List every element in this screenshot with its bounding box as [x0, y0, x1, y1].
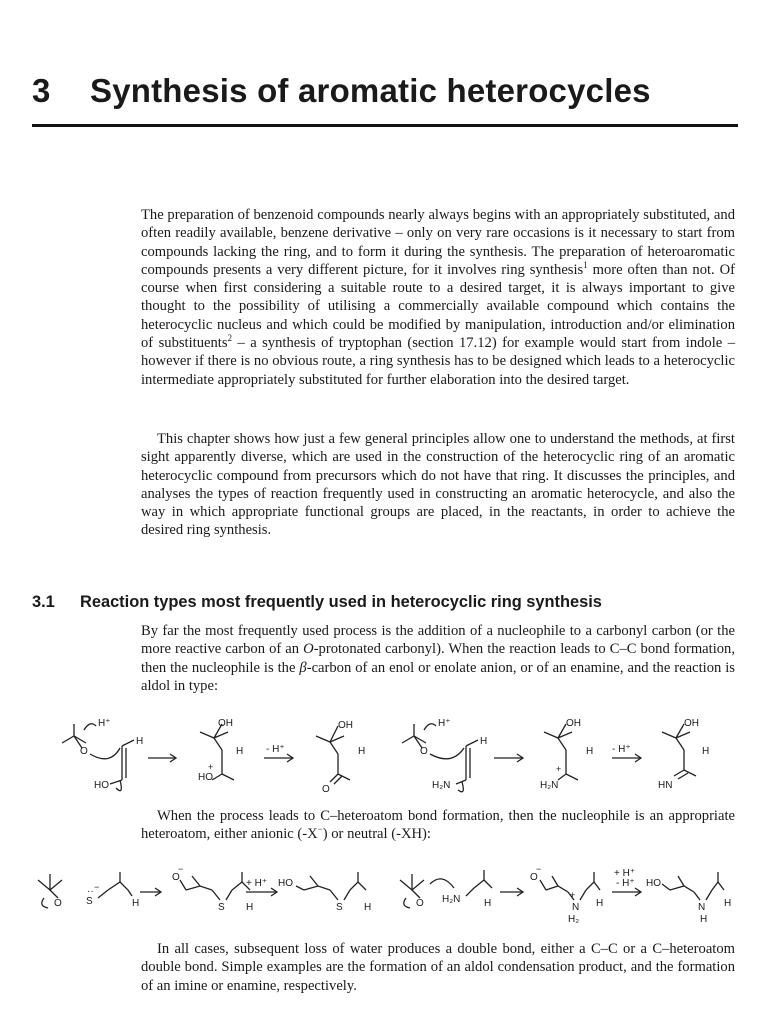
label-oh-1b: OH — [218, 718, 233, 729]
enamine-h-bond-1d — [466, 740, 478, 746]
label-o-minus-2e: O — [530, 872, 538, 883]
label-oh-1c: OH — [338, 720, 353, 731]
label-oh-1f: OH — [684, 718, 699, 729]
label-minus-h-plus-3: - H⁺ — [616, 878, 635, 889]
label-n-2f: N — [698, 902, 706, 913]
label-h-1c: H — [358, 746, 366, 757]
chapter-title-text: Synthesis of aromatic heterocycles — [90, 72, 651, 109]
curly-arrow-5 — [430, 748, 464, 759]
label-s-2c: S — [336, 902, 343, 913]
label-h-1: H — [136, 736, 144, 747]
imine-double-bond-1f — [678, 773, 688, 779]
section-title: Reaction types most frequently used in heterocyclic ring synthesis — [80, 593, 602, 611]
co-bond-2a — [50, 890, 58, 898]
section-paragraph-2 — [141, 807, 735, 844]
c-n-bond-2f — [694, 892, 700, 900]
label-o-1: O — [80, 746, 88, 757]
label-h-2c: H — [364, 902, 372, 913]
enamine-n-bond-1d — [456, 780, 466, 784]
chain-bond-1c — [330, 742, 338, 754]
label-o-minus-sign-2e: − — [536, 864, 542, 874]
label-h-1f: H — [702, 746, 710, 757]
label-n-plus-2e: + — [570, 890, 576, 900]
section-p1-text-b: -protonated carbonyl). When the reaction leads to C–C bond formation, then the nucleophile is the — [141, 641, 736, 676]
section-p2-text-b: ) or neutral (-XH): — [322, 826, 431, 843]
ho-c-bond-2c — [296, 886, 304, 890]
n-c-bond-2f — [706, 890, 712, 900]
chain-bond-1b-4 — [212, 774, 222, 780]
label-h-2d: H — [484, 898, 492, 909]
section-p2-superscript: − — [317, 824, 323, 835]
s-c-bond-2c — [344, 890, 350, 900]
imine-bond-1f — [674, 770, 684, 776]
section-heading — [32, 593, 742, 612]
curly-arrow-2 — [90, 748, 120, 759]
enol-h-bond-1 — [122, 740, 134, 746]
label-plus-h-plus-1: + H⁺ — [246, 878, 268, 889]
section-p1-text-a: By far the most frequently used process is the addition of a nucleophile to a carbonyl carbon (or the more reactive carbon of an — [141, 623, 735, 658]
section-p1-italic-beta: β — [299, 659, 307, 676]
amine-skeleton-2d — [474, 880, 492, 888]
footnote-ref-1: 1 — [583, 260, 588, 271]
label-ho-plus-1b: HO — [198, 772, 213, 783]
o-c-bond-2e — [540, 880, 546, 890]
label-s-2a: S — [86, 896, 93, 907]
chain-bond-1f — [676, 738, 684, 750]
methyl-bond-2f — [678, 876, 684, 886]
label-o-2a: O — [54, 898, 62, 909]
chain-bond-1f-3 — [684, 770, 696, 776]
label-o-2d: O — [416, 898, 424, 909]
methyl-bond-2e — [552, 876, 558, 886]
label-h-2f-1: H — [724, 898, 732, 909]
n-c-bond-2d — [466, 888, 474, 896]
footnote-ref-2: 2 — [227, 333, 233, 344]
skeleton-2f — [670, 886, 694, 892]
chain-bond-1e — [558, 738, 566, 750]
label-h-plus-1: H⁺ — [98, 718, 111, 729]
methyl-bond-2c — [310, 876, 318, 886]
section-p2-text-a: When the process leads to C–heteroatom bond formation, then the nucleophile is an appropriate heteroatom, either anionic (-X — [141, 808, 735, 843]
label-h-1b: H — [236, 746, 244, 757]
skeleton-2c — [304, 886, 330, 890]
section-paragraph-3: In all cases, subsequent loss of water produces a double bond, either a C–C or a C–heteroatom double bond. Simple examples are the formation of an aldol condensation product, and the formation of an imine or enamine, respectively. — [141, 941, 735, 994]
label-h-1e: H — [586, 746, 594, 757]
label-h-plus-1d: H⁺ — [438, 718, 451, 729]
co-bond-2d — [412, 890, 420, 898]
thiol-skeleton-2a — [108, 882, 128, 890]
intro-p1-text-c: – a synthesis of tryptophan (section 17.12) for example would start from indole – however if there is no obvious route, a ring synthesis has to be designed which leads to a heterocyclic intermediate appropriately substituted for further elaboration into the desired target. — [141, 335, 735, 388]
intro-p1-text-b: more often than not. Of course when first considering a suitable route to a desired target, it is always important to give thought to the possibility of utilising a commercially available compound which contains the heterocyclic nucleus and which could be modified by manipulation, introduction and/or elimination of substituents — [141, 261, 735, 352]
curly-arrow-9 — [430, 879, 454, 888]
chain-bond-1b — [214, 738, 222, 750]
chain-bond-1b-3 — [222, 774, 234, 780]
skeleton-2b — [186, 886, 212, 890]
label-plus-1e: + — [556, 764, 562, 774]
label-h-2e: H — [596, 898, 604, 909]
label-ho-2f: HO — [646, 878, 661, 889]
label-n-2e: N — [572, 902, 580, 913]
chapter-number: 3 — [32, 72, 51, 109]
c-s-bond-2c — [330, 890, 338, 900]
s-c-bond-2a — [98, 890, 108, 898]
label-h2n-2d: H₂N — [442, 894, 461, 905]
label-o-minus-sign-2b: − — [178, 864, 184, 874]
label-s-2b: S — [218, 902, 225, 913]
thiol-h-bond-2a — [128, 890, 132, 896]
skeleton-2e — [546, 886, 568, 892]
c-s-bond-2b — [212, 890, 220, 900]
curly-arrow-1 — [84, 724, 96, 730]
n-c-bond-2e — [580, 890, 586, 900]
label-h-2f-2: H — [700, 914, 708, 925]
chain-bond-1e-3 — [566, 774, 578, 780]
label-h-2b: H — [246, 902, 254, 913]
label-plus-1b: + — [208, 762, 214, 772]
section-number: 3.1 — [32, 593, 55, 611]
s-c-bond-2b — [226, 890, 232, 900]
methyl-bond-2b — [192, 876, 200, 886]
label-h2-2e: H₂ — [568, 914, 580, 925]
title-rule — [32, 124, 738, 127]
curly-arrow-8 — [404, 898, 410, 908]
label-o-minus-1c: O — [322, 784, 330, 795]
label-o-minus-2b: O — [172, 872, 180, 883]
curly-arrow-4 — [424, 724, 436, 730]
label-s-minus-2a: − — [94, 882, 100, 892]
o-c-bond-2b — [180, 880, 186, 890]
chain-bond-1e-4 — [558, 774, 566, 780]
ho-c-bond-2f — [662, 884, 670, 890]
label-s-dots-2a: ·· — [87, 886, 94, 897]
amine-skeleton-2f — [712, 882, 724, 890]
section-p1-italic-o: O — [303, 641, 314, 658]
label-h2n-1d: H₂N — [432, 780, 451, 791]
label-oh-1e: OH — [566, 718, 581, 729]
label-ho-2c: HO — [278, 878, 293, 889]
intro-p1-text-a: The preparation of benzenoid compounds nearly always begins with an appropriately substituted, and often readily available, benzene derivative – only on very rare occasions is it necessary to start from compounds lacking the ring, and to form it during the synthesis. The preparation of heteroaromatic compounds presents a very different picture, for it involves ring synthesis — [141, 207, 735, 278]
label-minus-h-plus-2: - H⁺ — [612, 744, 631, 755]
section-paragraph-1 — [141, 622, 735, 695]
label-h-1d: H — [480, 736, 488, 747]
amine-skeleton-2e — [586, 882, 600, 890]
intro-paragraph-2: This chapter shows how just a few general principles allow one to understand the methods, at first sight apparently diverse, which are used in the construction of the heterocyclic ring of an aromatic heterocyclic compound from precursors which do not have that ring. It discusses the principles, and analyses the types of reaction frequently used in constructing an aromatic heterocycle, and also the way in which appropriate functional groups are placed, in the reactants, in order to achieve the desired ring synthesis. — [141, 431, 735, 539]
aldol-reaction-scheme — [0, 708, 768, 798]
intro-paragraph-1 — [141, 206, 735, 389]
heteroatom-addition-scheme — [0, 860, 768, 930]
curly-arrow-7 — [42, 898, 48, 908]
label-minus-h-plus-1: - H⁺ — [266, 744, 285, 755]
label-h2n-plus-1e: H₂N — [540, 780, 559, 791]
section-p1-text-c: -carbon of an enol or enolate anion, or of an enamine, and the reaction is aldol in type: — [141, 659, 735, 694]
chapter-title — [32, 72, 742, 110]
label-h-2a: H — [132, 898, 140, 909]
label-plus-h-plus-2: + H⁺ — [614, 868, 636, 879]
label-o-1d: O — [420, 746, 428, 757]
label-hn-1f: HN — [658, 780, 673, 791]
label-ho-1: HO — [94, 780, 109, 791]
thiol-skeleton-2c — [350, 882, 366, 890]
